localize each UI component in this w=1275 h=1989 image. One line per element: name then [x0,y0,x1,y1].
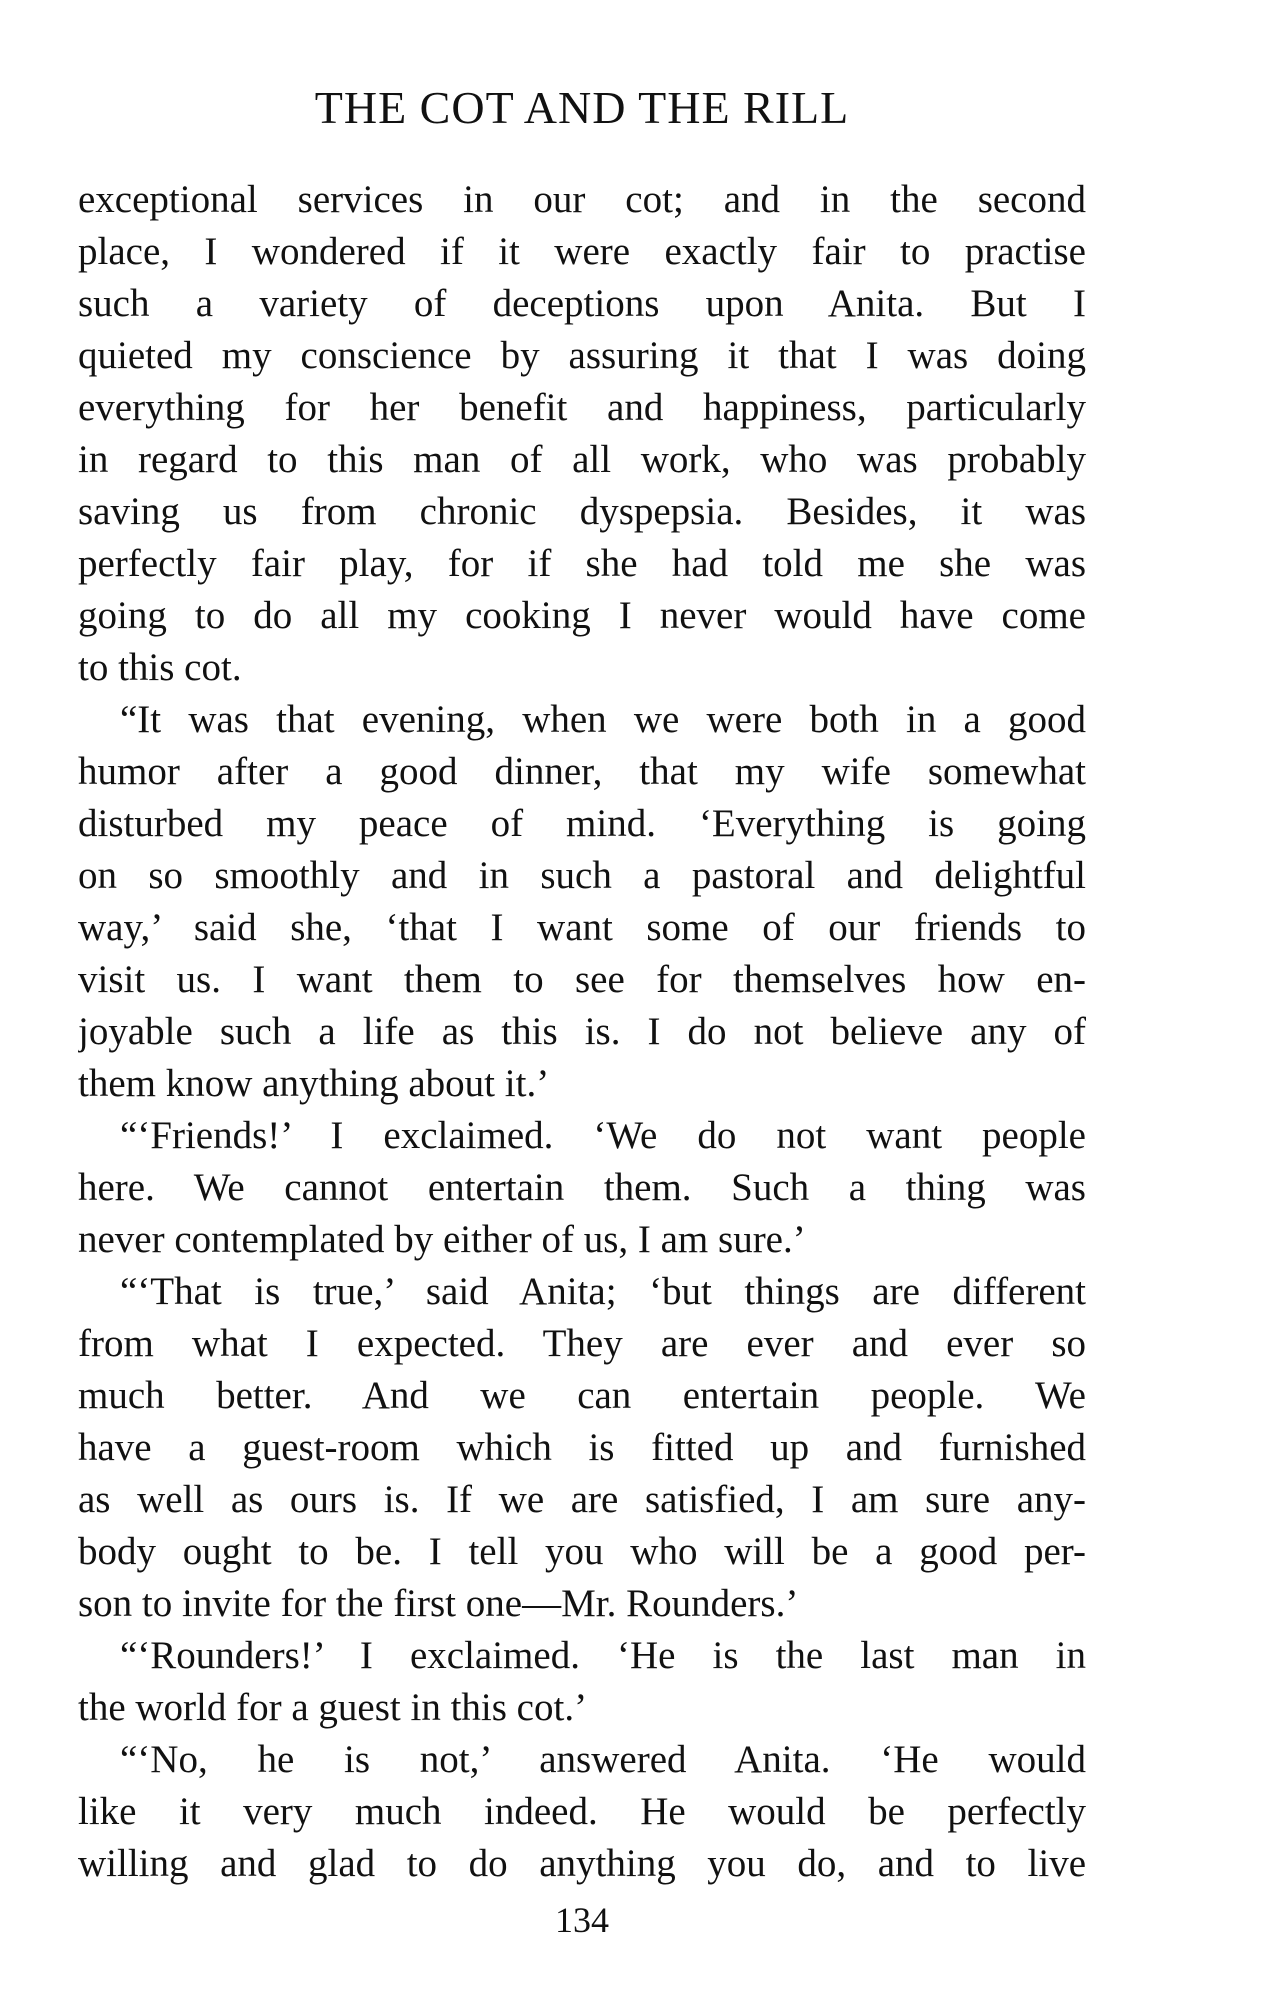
text-line: exceptional services in our cot; and in the second [78,178,1086,221]
text-line: everything for her benefit and happiness, particularly [78,386,1086,429]
text-line: son to invite for the first one—Mr. Rounders.’ [78,1582,799,1625]
running-head: THE COT AND THE RILL [314,82,850,133]
book-page [78,0,1086,1989]
text-line: disturbed my peace of mind. ‘Everything is going [78,802,1086,845]
text-line: as well as ours is. If we are satisfied, I am sure any- [78,1478,1086,1521]
text-line: “‘Friends!’ I exclaimed. ‘We do not want people [120,1114,1086,1157]
text-line: going to do all my cooking I never would have come [78,594,1086,637]
text-line: way,’ said she, ‘that I want some of our friends to [78,906,1086,949]
text-line: “‘That is true,’ said Anita; ‘but things are different [120,1270,1086,1313]
text-line: them know anything about it.’ [78,1062,550,1105]
text-line: like it very much indeed. He would be perfectly [78,1790,1086,1833]
text-line: “‘Rounders!’ I exclaimed. ‘He is the last man in [120,1634,1086,1677]
text-line: “‘No, he is not,’ answered Anita. ‘He would [120,1738,1086,1781]
text-line: “It was that evening, when we were both in a good [120,698,1086,741]
text-line: quieted my conscience by assuring it that I was doing [78,334,1086,377]
text-line: have a guest-room which is fitted up and furnished [78,1426,1086,1469]
text-line: willing and glad to do anything you do, and to live [78,1842,1086,1885]
text-line: perfectly fair play, for if she had told me she was [78,542,1086,585]
body-text [78,174,1086,1890]
text-line: from what I expected. They are ever and ever so [78,1322,1086,1365]
text-line: joyable such a life as this is. I do not believe any of [78,1010,1086,1053]
text-line: on so smoothly and in such a pastoral and delightful [78,854,1086,897]
text-line: in regard to this man of all work, who was probably [78,438,1086,481]
text-line: the world for a guest in this cot.’ [78,1686,588,1729]
text-line: humor after a good dinner, that my wife somewhat [78,750,1086,793]
text-line: visit us. I want them to see for themselves how en- [78,958,1086,1001]
text-line: saving us from chronic dyspepsia. Besides, it was [78,490,1086,533]
text-line: such a variety of deceptions upon Anita. But I [78,282,1086,325]
page-number: 134 [555,1900,609,1940]
text-line: here. We cannot entertain them. Such a thing was [78,1166,1086,1209]
text-line: never contemplated by either of us, I am sure.’ [78,1218,806,1261]
text-line: body ought to be. I tell you who will be a good per- [78,1530,1086,1573]
text-line: place, I wondered if it were exactly fair to practise [78,230,1086,273]
text-line: to this cot. [78,646,242,689]
text-line: much better. And we can entertain people. We [78,1374,1086,1417]
